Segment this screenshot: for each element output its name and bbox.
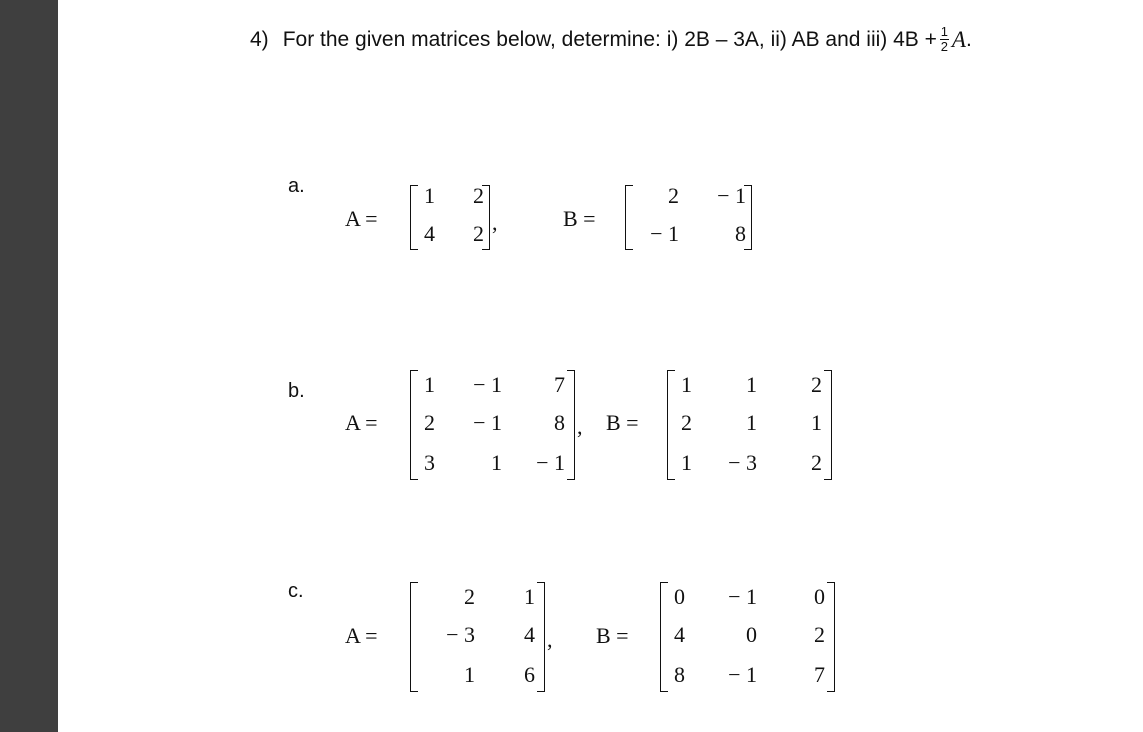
part-c-label: c. <box>288 580 304 602</box>
matrix-cell: 1 <box>681 450 692 475</box>
left-bracket <box>410 582 418 692</box>
left-bracket <box>410 370 418 480</box>
matrix-b-label: B = <box>563 206 596 231</box>
matrix-cell: − 1 <box>473 410 502 435</box>
matrix-cell: 2 <box>814 622 825 647</box>
part-c-matrix-b <box>660 582 835 692</box>
matrix-cell: 8 <box>674 662 685 687</box>
part-a-matrix-a <box>410 185 490 250</box>
matrix-cell: 1 <box>746 410 757 435</box>
matrix-cell: 7 <box>814 662 825 687</box>
matrix-cell: 2 <box>811 372 822 397</box>
separator-comma: , <box>577 414 583 439</box>
matrix-cell: 1 <box>811 410 822 435</box>
matrix-cell: − 1 <box>536 450 565 475</box>
part-b-label: b. <box>288 380 305 402</box>
right-bracket <box>537 582 545 692</box>
left-bracket <box>667 370 675 480</box>
question-matrix-a: A <box>951 26 966 52</box>
matrix-cell: 1 <box>681 372 692 397</box>
matrix-cell: 8 <box>554 410 565 435</box>
left-bracket <box>625 185 633 250</box>
fraction-one-half <box>940 26 949 53</box>
matrix-cell: 2 <box>681 410 692 435</box>
matrix-cell: 0 <box>674 584 685 609</box>
matrix-cell: 4 <box>424 221 435 246</box>
question-period: . <box>965 27 972 51</box>
matrix-cell: 6 <box>524 662 535 687</box>
matrix-cell: − 1 <box>728 662 757 687</box>
left-bracket <box>660 582 668 692</box>
matrix-b-label: B = <box>596 623 629 648</box>
matrix-cell: 2 <box>473 221 484 246</box>
matrix-cell: 2 <box>424 410 435 435</box>
part-b-matrix-a <box>410 370 575 480</box>
matrix-cell: 7 <box>554 372 565 397</box>
separator-comma: , <box>547 627 553 652</box>
part-a-matrix-b <box>625 185 752 250</box>
part-a-label: a. <box>288 175 305 197</box>
question-text: For the given matrices below, determine: i) 2B – 3A, ii) AB and iii) 4B + <box>282 27 937 51</box>
matrix-cell: − 1 <box>650 221 679 246</box>
question-heading <box>250 26 972 53</box>
matrix-cell: 2 <box>464 584 475 609</box>
matrix-cell: 0 <box>814 584 825 609</box>
matrix-cell: 0 <box>746 622 757 647</box>
matrix-a-label: A = <box>345 206 378 231</box>
matrix-cell: 1 <box>491 450 502 475</box>
matrix-cell: 8 <box>735 221 746 246</box>
right-bracket <box>567 370 575 480</box>
matrix-cell: − 3 <box>446 622 475 647</box>
matrix-cell: − 1 <box>473 372 502 397</box>
matrix-cell: 1 <box>424 372 435 397</box>
matrix-cell: 4 <box>674 622 685 647</box>
matrix-cell: 2 <box>668 183 679 208</box>
matrix-cell: 2 <box>473 183 484 208</box>
fraction-numerator: 1 <box>940 24 949 39</box>
matrix-cell: − 3 <box>728 450 757 475</box>
matrix-cell: − 1 <box>717 183 746 208</box>
right-bracket <box>824 370 832 480</box>
matrix-cell: 1 <box>746 372 757 397</box>
right-bracket <box>827 582 835 692</box>
matrix-cell: 4 <box>524 622 535 647</box>
left-margin-bar <box>0 0 58 732</box>
part-c-matrix-a <box>410 582 545 692</box>
left-bracket <box>410 185 418 250</box>
matrix-cell: 1 <box>424 183 435 208</box>
matrix-cell: 3 <box>424 450 435 475</box>
fraction-denominator: 2 <box>940 39 949 54</box>
matrix-cell: 2 <box>811 450 822 475</box>
part-b-matrix-b <box>667 370 832 480</box>
matrix-a-label: A = <box>345 623 378 648</box>
matrix-cell: − 1 <box>728 584 757 609</box>
question-number: 4) <box>250 27 269 51</box>
matrix-cell: 1 <box>524 584 535 609</box>
matrix-a-label: A = <box>345 410 378 435</box>
separator-comma: , <box>492 210 498 235</box>
matrix-cell: 1 <box>464 662 475 687</box>
matrix-b-label: B = <box>606 410 639 435</box>
